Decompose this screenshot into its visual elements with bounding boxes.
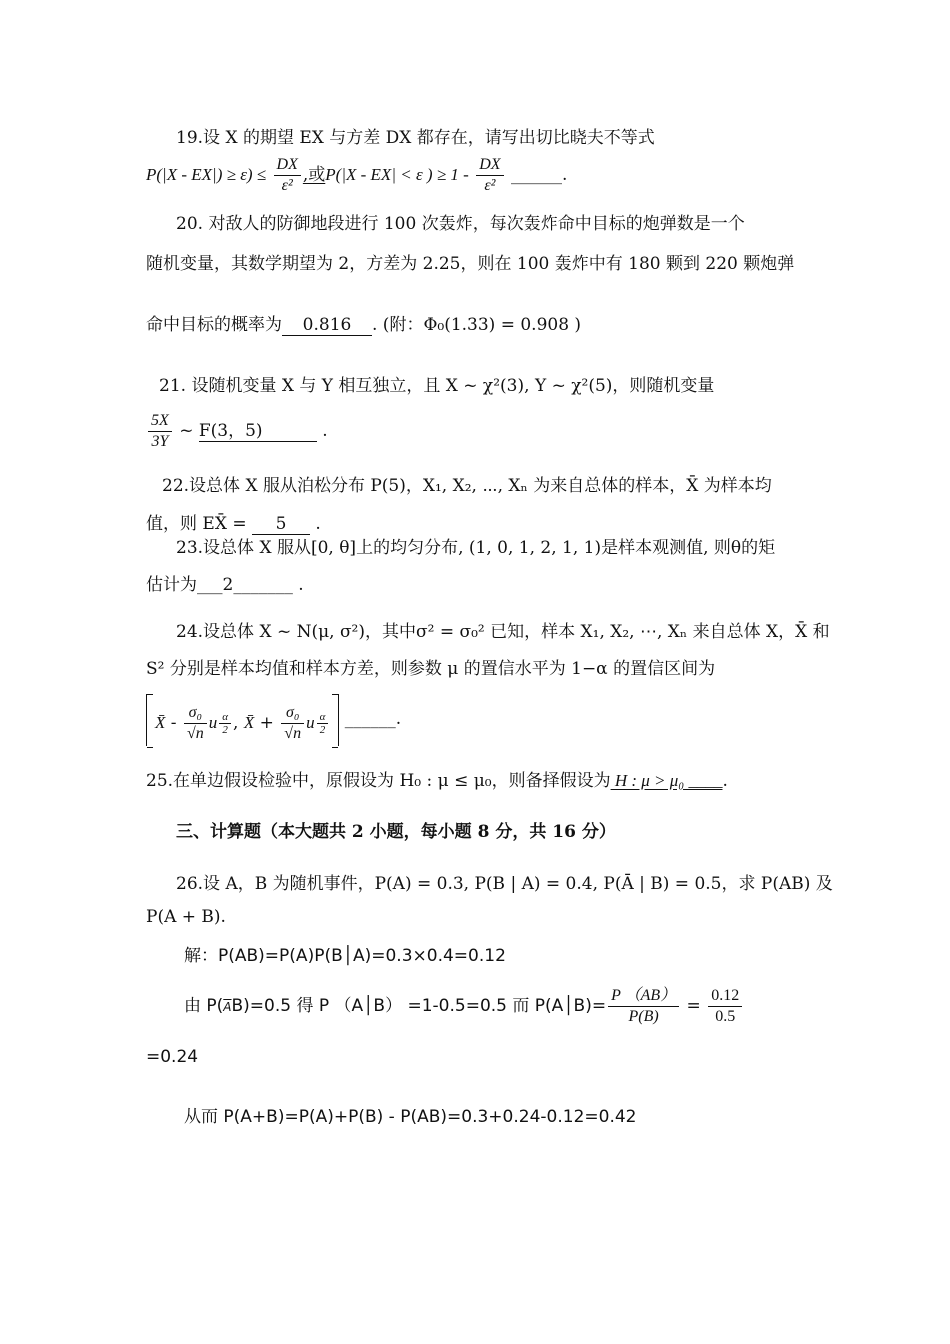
solution-s2-abar: $\overline{A}$ [223, 1000, 232, 1014]
q23-line2 [146, 573, 304, 597]
solution-step3: =0.24 [146, 1047, 199, 1067]
solution-s2-num2: 0.12 [708, 986, 742, 1007]
solution-s2-fraction [608, 986, 679, 1027]
q24-bracket [146, 694, 339, 746]
q25-line1-post: . [722, 771, 728, 791]
q24-sigma0-1: σ₀ [184, 703, 207, 724]
q25-line1-pre: 25.在单边假设检验中，原假设为 H₀ : μ ≤ μ₀，则备择假设为 [146, 771, 611, 791]
q22-line2 [146, 512, 321, 536]
q21-num: 5X [148, 411, 172, 432]
q24-plus: + [259, 712, 274, 733]
q20-line3 [146, 313, 581, 337]
q24-line2: S² 分别是样本均值和样本方差，则参数 μ 的置信水平为 1−α 的置信区间为 [146, 659, 716, 679]
solution-s2-eq: = [686, 996, 701, 1016]
q19-den1: ε² [281, 177, 293, 194]
q23-line2-post: . [292, 575, 304, 595]
q20-line1: 20. 对敌人的防御地段进行 100 次轰炸，每次轰炸命中目标的炮弹数是一个 [176, 214, 745, 234]
q24-two1: 2 [222, 723, 228, 736]
q19-blank: ______. [510, 165, 568, 185]
q19-den2: ε² [484, 177, 496, 194]
solution-s2-num: P （AB） [608, 986, 679, 1007]
q25-answer: H : μ > μ₀ ____ [610, 771, 723, 790]
q19-or: ,或 [302, 165, 326, 185]
q24-sigma0-2: σ₀ [281, 703, 304, 724]
q24-sqrtn-2: √n [284, 724, 302, 742]
q22-line1: 22.设总体 X 服从泊松分布 P(5)，X₁, X₂, ⋯, Xₙ 为来自总体的样本，X̄ 为样本均 [162, 476, 772, 496]
q21-line1: 21. 设随机变量 X 与 Y 相互独立，且 X ~ χ²(3), Y ~ χ²(5)，则随机变量 [159, 376, 715, 396]
solution-s2-fraction2 [708, 986, 742, 1027]
q25-line1 [146, 769, 728, 793]
q24-frac1 [184, 703, 207, 744]
q24-alpha-half-1 [219, 711, 231, 736]
q20-line3-pre: 命中目标的概率为 [146, 315, 282, 335]
q21-den: 3Y [151, 433, 169, 450]
q22-line2-post: . [309, 514, 321, 534]
q22-answer: 5 [252, 514, 310, 535]
solution-s2-den: P(B) [628, 1007, 659, 1025]
solution-s2-pre: 由 P( [184, 996, 224, 1016]
q24-sqrtn-1: √n [186, 724, 204, 742]
q19-num1: DX [274, 155, 301, 176]
q24-xbar2: X̄ [243, 712, 255, 732]
q21-post: . [316, 421, 328, 441]
solution-step1: 解：P(AB)=P(A)P(B│A)=0.3×0.4=0.12 [184, 946, 506, 966]
q24-alpha2: α [317, 711, 329, 724]
q20-line3-post: . (附：Φ₀(1.33) = 0.908 ) [372, 315, 582, 335]
q19-num2: DX [476, 155, 503, 176]
solution-s2-den2: 0.5 [715, 1007, 736, 1025]
q21-fraction [148, 411, 172, 452]
q19-lhs2: P(|X - EX| < ε ) ≥ 1 - [325, 165, 469, 184]
q19-prompt [176, 126, 655, 150]
q24-frac2 [281, 703, 304, 744]
q20-answer: 0.816 [282, 315, 372, 336]
q24-alpha1: α [219, 711, 231, 724]
q24-alpha-half-2 [317, 711, 329, 736]
q24-interval [146, 690, 401, 748]
q19-text: 19.设 X 的期望 EX 与方差 DX 都存在，请写出切比晓夫不等式 [176, 128, 655, 148]
q19-fraction1 [274, 155, 301, 196]
q26-line1: 26.设 A，B 为随机事件，P(A) = 0.3, P(B | A) = 0.4, P(Ā | B) = 0.5，求 P(AB) 及 [176, 874, 833, 894]
solution-s2-mid: B)=0.5 得 P （A│B） =1-0.5=0.5 而 P(A│B)= [231, 996, 607, 1016]
q24-two2: 2 [319, 723, 326, 736]
q20-line2: 随机变量，其数学期望为 2，方差为 2.25，则在 100 轰炸中有 180 颗到 220 颗炮弹 [146, 254, 795, 274]
q23-line1: 23.设总体 X 服从[0, θ]上的均匀分布, (1, 0, 1, 2, 1, 1)是样本观测值, 则θ的矩 [176, 538, 776, 558]
q22-line2-pre: 值，则 EX̄ = [146, 514, 247, 534]
q21-line2 [146, 406, 328, 456]
q24-blank: ______. [344, 709, 402, 729]
q26-line2: P(A + B). [146, 907, 226, 927]
section3-heading: 三、计算题（本大题共 2 小题，每小题 8 分，共 16 分） [176, 822, 616, 842]
q24-u2: u [306, 712, 315, 732]
q24-u1: u [208, 712, 218, 732]
q21-tilde: ~ [179, 421, 194, 441]
solution-step4: 从而 P(A+B)=P(A)+P(B) - P(AB)=0.3+0.24-0.12=0.42 [184, 1107, 637, 1127]
solution-step2 [184, 983, 744, 1030]
q23-line2-pre: 估计为 [146, 575, 197, 595]
q24-xbar1: X̄ [155, 712, 166, 732]
q24-comma: , [233, 712, 239, 733]
q19-fraction2 [476, 155, 503, 196]
q24-minus: - [170, 712, 177, 733]
q19-lhs1: P(|X - EX|) ≥ ε) ≤ [146, 165, 267, 184]
q21-answer: F(3，5) [199, 421, 317, 442]
q24-line1: 24.设总体 X ~ N(μ, σ²)，其中σ² = σ₀² 已知，样本 X₁, X₂, ⋯, Xₙ 来自总体 X，X̄ 和 [176, 622, 830, 642]
q23-answer: ___2_______ [197, 575, 293, 595]
q19-inequality [146, 150, 567, 200]
